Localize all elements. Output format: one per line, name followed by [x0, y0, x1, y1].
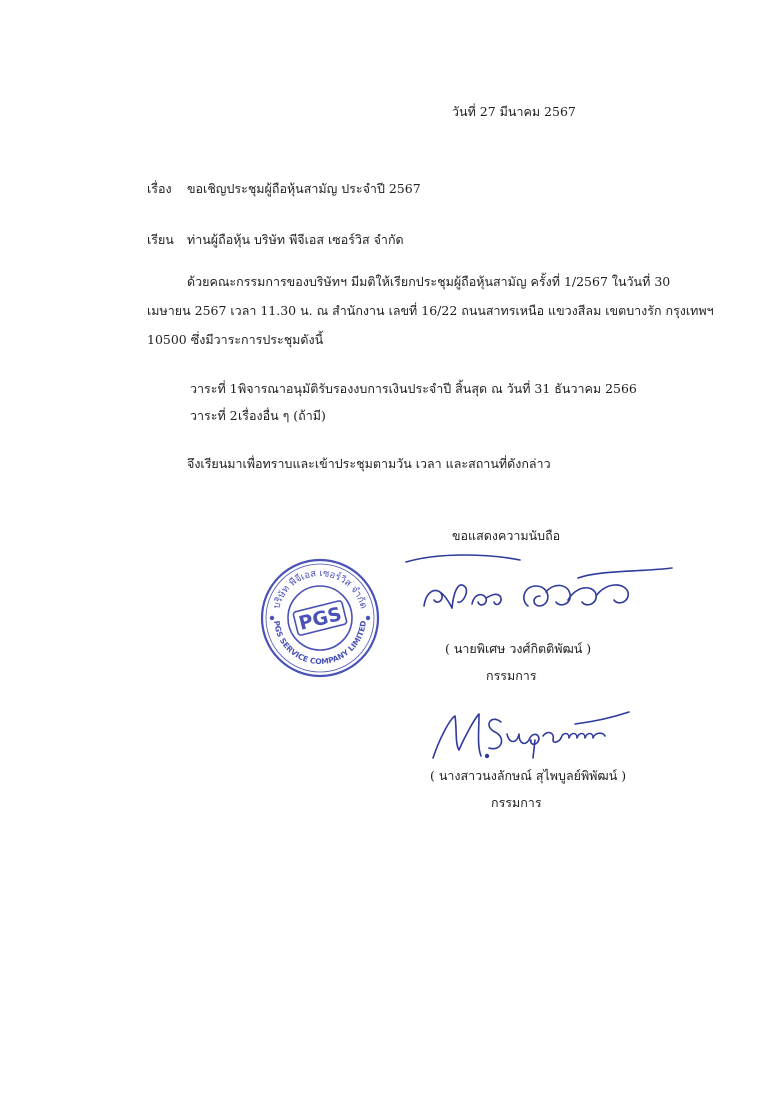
- agenda-item-text: เรื่องอื่น ๆ (ถ้ามี): [238, 408, 326, 423]
- subject-text: ขอเชิญประชุมผู้ถือหุ้นสามัญ ประจำปี 2567: [187, 181, 421, 196]
- letter-date: วันที่ 27 มีนาคม 2567: [452, 104, 576, 119]
- signatory-name: ( นางสาวนงลักษณ์ สุไพบูลย์พิพัฒน์ ): [430, 768, 627, 783]
- signatory-role: กรรมการ: [486, 668, 537, 683]
- seal-logo-text: PGS: [296, 603, 344, 635]
- agenda-item-text: พิจารณาอนุมัติรับรองงบการเงินประจำปี สิ้นสุด ณ วันที่ 31 ธันวาคม 2566: [238, 381, 637, 396]
- recipient-text: ท่านผู้ถือหุ้น บริษัท พีจีเอส เซอร์วิส จำกัด: [187, 232, 404, 247]
- regards-text: ขอแสดงความนับถือ: [452, 528, 561, 543]
- agenda-item-label: วาระที่ 2: [190, 408, 238, 423]
- seal-top-text: บริษัท พีจีเอส เซอร์วิส จำกัด: [271, 567, 369, 611]
- recipient-label: เรียน: [147, 232, 174, 247]
- agenda-item-label: วาระที่ 1: [190, 381, 238, 396]
- body-line: เมษายน 2567 เวลา 11.30 น. ณ สำนักงาน เลขที่ 16/22 ถนนสาทรเหนือ แขวงสีลม เขตบางรัก กรุงเทพฯ: [147, 303, 714, 318]
- company-seal: [258, 556, 382, 680]
- signature-1: [400, 548, 680, 624]
- body-line: ด้วยคณะกรรมการของบริษัทฯ มีมติให้เรียกประชุมผู้ถือหุ้นสามัญ ครั้งที่ 1/2567 ในวันที่ 30: [187, 274, 671, 289]
- subject-label: เรื่อง: [147, 181, 172, 196]
- signatory-name: ( นายพิเศษ วงศ์กิตติพัฒน์ ): [445, 641, 592, 656]
- signature-2: [425, 700, 635, 766]
- body-line: 10500 ซึ่งมีวาระการประชุมดังนี้: [147, 332, 324, 347]
- seal-bottom-text: PGS SERVICE COMPANY LIMITED: [272, 620, 368, 667]
- signatory-role: กรรมการ: [491, 795, 542, 810]
- closing-paragraph: จึงเรียนมาเพื่อทราบและเข้าประชุมตามวัน เวลา และสถานที่ดังกล่าว: [187, 456, 551, 471]
